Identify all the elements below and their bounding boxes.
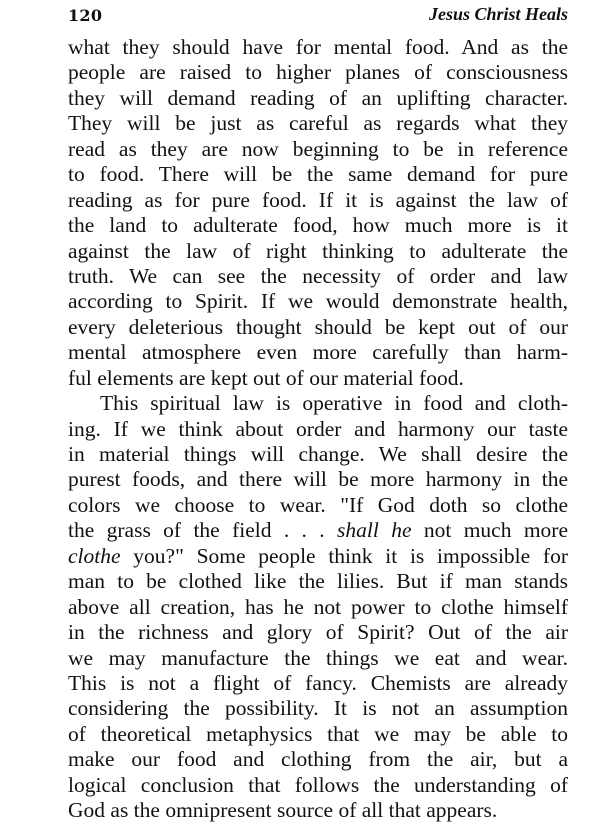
text-line: colors we choose to wear. "If God doth so clothe bbox=[68, 492, 568, 517]
book-title: Jesus Christ Heals bbox=[428, 4, 568, 24]
text-line: people are raised to higher planes of consciousness bbox=[68, 60, 568, 85]
text-line: man to be clothed like the lilies. But if man stands bbox=[68, 569, 568, 594]
text-line: God as the omnipresent source of all that appears. bbox=[68, 798, 498, 823]
text-run: not much more bbox=[411, 518, 568, 543]
body-text bbox=[68, 35, 568, 824]
text-line: make our food and clothing from the air, but a bbox=[68, 747, 568, 772]
text-line: against the law of right thinking to adulterate the bbox=[68, 238, 568, 263]
text-line: the land to adulterate food, how much more is it bbox=[68, 213, 568, 238]
text-line: This spiritual law is operative in food and cloth- bbox=[100, 391, 568, 416]
text-line: considering the possibility. It is not an assumption bbox=[68, 696, 568, 721]
text-line: logical conclusion that follows the understanding of bbox=[68, 772, 568, 797]
text-line: in the richness and glory of Spirit? Out of the air bbox=[68, 620, 568, 645]
text-line: above all creation, has he not power to clothe himself bbox=[68, 594, 568, 619]
text-line: what they should have for mental food. And as the bbox=[68, 35, 568, 59]
text-line bbox=[68, 544, 568, 569]
text-line: reading as for pure food. If it is against the law of bbox=[68, 187, 568, 212]
text-line bbox=[68, 518, 568, 543]
italic-text-run: shall he bbox=[337, 518, 412, 543]
text-run: you?" Some people think it is impossible for bbox=[120, 543, 568, 568]
text-line: purest foods, and there will be more harmony in the bbox=[68, 467, 568, 492]
running-head bbox=[68, 4, 568, 28]
paragraph-2 bbox=[68, 391, 568, 823]
text-line: according to Spirit. If we would demonstrate health, bbox=[68, 289, 568, 314]
italic-text-run: clothe bbox=[68, 543, 121, 568]
text-run: the grass of the field . . . bbox=[68, 518, 338, 543]
text-line: every deleterious thought should be kept out of our bbox=[68, 314, 568, 339]
text-line: ing. If we think about order and harmony our taste bbox=[68, 416, 568, 441]
text-line: we may manufacture the things we eat and wear. bbox=[68, 645, 568, 670]
paragraph-1 bbox=[68, 35, 568, 391]
text-line: They will be just as careful as regards what they bbox=[68, 111, 568, 136]
text-line: ful elements are kept out of our material food. bbox=[68, 365, 464, 390]
text-line: truth. We can see the necessity of order and law bbox=[68, 263, 568, 288]
text-line: read as they are now beginning to be in reference bbox=[68, 136, 568, 161]
page-number: 120 bbox=[68, 6, 103, 25]
text-line: to food. There will be the same demand for pure bbox=[68, 162, 568, 187]
text-line: This is not a flight of fancy. Chemists are already bbox=[68, 670, 568, 695]
text-line: they will demand reading of an uplifting character. bbox=[68, 85, 568, 110]
text-line: mental atmosphere even more carefully than harm- bbox=[68, 340, 568, 365]
text-line: of theoretical metaphysics that we may be able to bbox=[68, 721, 568, 746]
text-line: in material things will change. We shall desire the bbox=[68, 442, 568, 466]
